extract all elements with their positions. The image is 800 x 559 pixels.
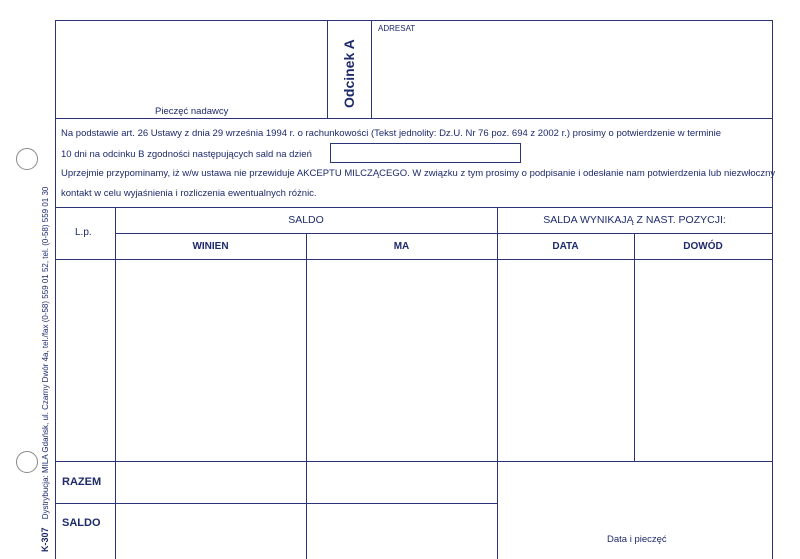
addressee-label: ADRESAT — [378, 24, 416, 33]
signature-label: Data i pieczęć — [607, 534, 667, 545]
lp-header: L.p. — [75, 227, 92, 238]
razem-label: RAZEM — [62, 476, 102, 488]
saldo-header: SALDO — [288, 214, 324, 226]
salda-header: SALDA WYNIKAJĄ Z NAST. POZYCJI: — [543, 214, 726, 226]
text-line-1: Na podstawie art. 26 Ustawy z dnia 29 września 1994 r. o rachunkowości (Tekst jednolity: Dz.U. Nr 76 poz. 694 z 2002 r.) prosimy o potwierdzenie w terminie — [61, 128, 722, 139]
text-line-4: kontakt w celu wyjaśnienia i rozliczenia ewentualnych różnic. — [61, 188, 317, 199]
data-header: DATA — [552, 241, 579, 252]
distributor-text: Dystrybucja: MILA Gdańsk, ul. Czarny Dwór 4a, tel./fax (0-58) 559 01 52, tel. (0-58) 559 01 30 — [41, 186, 50, 520]
distributor-info — [40, 187, 50, 552]
date-field[interactable] — [330, 143, 521, 163]
section-label: Odcinek A — [341, 39, 357, 108]
text-line-2: 10 dni na odcinku B zgodności następujących sald na dzień — [61, 149, 312, 160]
date-value — [331, 149, 335, 160]
winien-header: WINIEN — [192, 241, 229, 252]
saldo-label: SALDO — [62, 517, 101, 529]
text-line-3: Uprzejmie przypominamy, iż w/w ustawa nie przewiduje AKCEPTU MILCZĄCEGO. W związku z tym prosimy o podpisanie i odesłanie nam potwierdzenia lub niezwłoczny — [61, 168, 776, 179]
stamp-label: Pieczęć nadawcy — [155, 106, 229, 117]
dowod-header: DOWÓD — [683, 241, 723, 252]
punch-hole-bottom — [16, 451, 38, 473]
form-code: K-307 — [40, 527, 50, 552]
punch-hole-top — [16, 148, 38, 170]
ma-header: MA — [393, 241, 410, 252]
